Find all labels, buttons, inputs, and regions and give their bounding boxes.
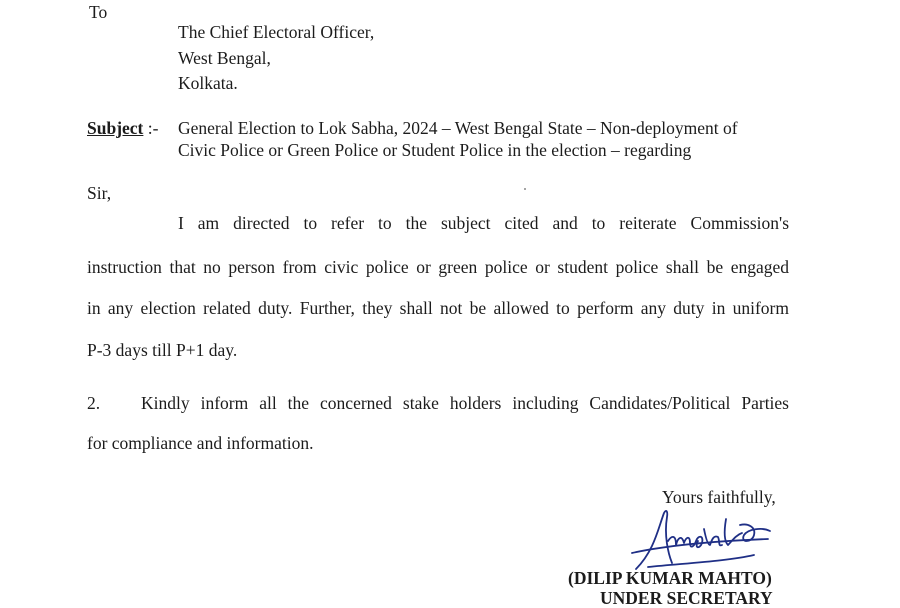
scan-speck [524,188,526,190]
recipient-line-3: Kolkata. [178,73,238,93]
greeting: Sir, [87,183,112,203]
paragraph-1-line-1: I am directed to refer to the subject cited and to reiterate Commission's [178,213,789,233]
recipient-line-2: West Bengal, [178,48,271,68]
paragraph-1-line-3: in any election related duty. Further, they shall not be allowed to perform any duty in uniform [87,298,789,318]
handwritten-signature [628,505,778,575]
subject-label: Subject [87,118,144,138]
paragraph-2-number: 2. [87,393,101,413]
subject-heading [87,118,158,138]
subject-line-1: General Election to Lok Sabha, 2024 – West Bengal State – Non-deployment of [178,118,738,138]
salutation-to: To [89,2,108,22]
paragraph-1-line-2: instruction that no person from civic police or green police or student police shall be engaged [87,257,789,277]
signatory-name: (DILIP KUMAR MAHTO) [568,568,772,588]
paragraph-2-line-1: Kindly inform all the concerned stake holders including Candidates/Political Parties [141,393,789,413]
subject-separator: :- [143,118,159,138]
signatory-title: UNDER SECRETARY [600,588,773,608]
subject-line-2: Civic Police or Green Police or Student Police in the election – regarding [178,140,692,160]
paragraph-2-line-2: for compliance and information. [87,433,314,453]
closing: Yours faithfully, [662,487,776,507]
recipient-line-1: The Chief Electoral Officer, [178,22,375,42]
paragraph-1-line-4: P-3 days till P+1 day. [87,340,238,360]
